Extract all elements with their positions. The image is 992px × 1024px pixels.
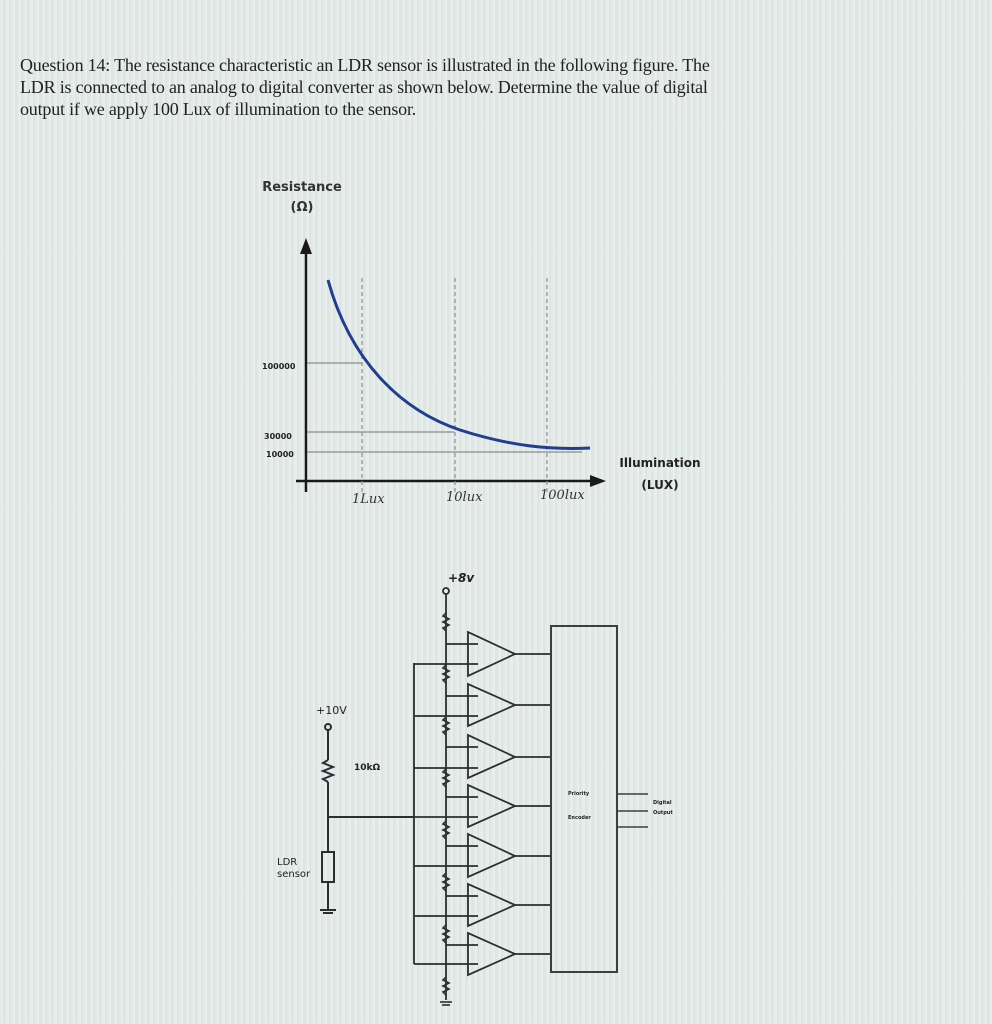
comparators [414,632,551,975]
y-axis-arrow-icon [300,238,312,254]
reference-ladder [414,588,449,1000]
x-tick-100lux: 100lux [540,488,585,503]
x-axis-arrow-icon [590,475,606,487]
x-axis-label-line1: Illumination [619,456,701,470]
encoder-label-line2: Encoder [568,815,591,821]
comparator-2 [414,684,551,726]
comparator-6 [414,884,551,926]
output-label-line1: Digital [653,800,672,806]
comparator-1 [414,632,551,676]
y-tick-10000: 10000 [266,450,294,459]
chart-guides [307,363,582,452]
ldr-sensor-label [277,857,310,881]
ldr-label-line2: sensor [277,869,311,880]
question-line-1: Question 14: The resistance characteristic an LDR sensor is illustrated in the following figure. The [20,55,710,75]
digital-output-label [653,798,673,818]
question-line-2: LDR is connected to an analog to digital converter as shown below. Determine the value of digital [20,77,708,97]
encoder-label [568,782,591,830]
divider-supply-label: +10V [316,704,347,717]
divider-circuit [320,724,414,913]
y-tick-30000: 30000 [264,432,292,441]
y-axis-label-line2: (Ω) [290,200,314,215]
comparator-supply-label: +8v [448,571,475,585]
y-axis-label-line1: Resistance [262,180,342,195]
comparator-3 [414,735,551,778]
resistance-curve [328,280,590,448]
ldr-label-line1: LDR [277,857,298,868]
x-tick-10lux: 10lux [446,490,483,505]
y-tick-100000: 100000 [262,362,296,371]
encoder-label-line1: Priority [568,791,590,797]
output-label-line2: Output [653,810,673,816]
x-tick-1lux: 1Lux [352,492,385,507]
comparator-7 [414,933,551,975]
x-axis-label-line2: (LUX) [641,478,679,492]
digital-output-lines [617,794,648,827]
question-line-3: output if we apply 100 Lux of illumination to the sensor. [20,99,417,119]
comparator-4 [414,785,551,827]
comparator-5 [414,834,551,877]
chart-axes [296,250,596,492]
divider-resistor-label: 10kΩ [354,763,381,773]
